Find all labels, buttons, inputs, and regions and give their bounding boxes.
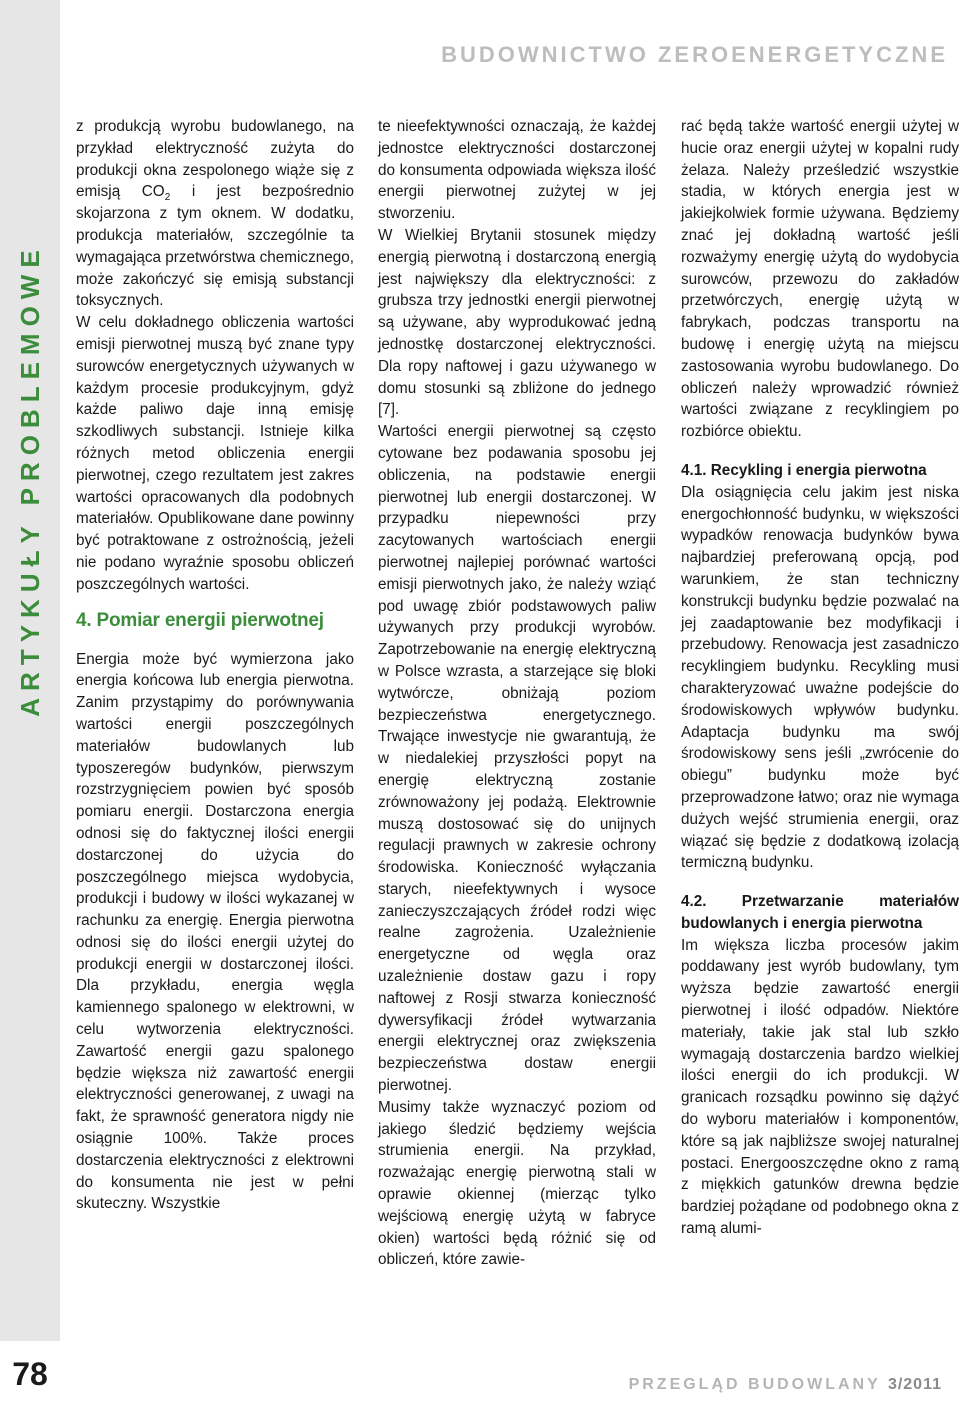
paragraph — [76, 116, 354, 312]
text-column-3 — [681, 116, 959, 1240]
subscript: 2 — [164, 192, 171, 204]
paragraph: te nieefektywności oznaczają, że każdej jednostce elektryczności dostarczonej do konsumenta odpowiada większa ilość energii pierwotnej zużytej w jej stworzeniu. — [378, 118, 656, 223]
paragraph: Im większa liczba procesów jakim poddawany jest wyrób budowlany, tym wyższa będzie zawartość energii pierwotnej i ilość odpadów. Niektóre materiały, takie jak stal lub szkło wymagają dostarczenia bardzo wielkiej ilości energii do ich produkcji. W granicach rozsądku powinno się dążyć do wyboru materiałów i komponentów, które są jak najbliższe swojej naturalnej postaci. Energooszczędne okno z ramą z miękkich gatunków drewna będzie bardziej pożądane od podobnego okna z ramą alumi- — [681, 936, 959, 1238]
running-header: BUDOWNICTWO ZEROENERGETYCZNE — [441, 42, 948, 67]
paragraph: rać będą także wartość energii użytej w hucie oraz energii użytej w kopalni rudy żelaza. Należy prześledzić wszystkie stadia, w których energia jest w jakiejkolwiek formie używana. Będziemy znać jej dokładną wartość jeśli rozważymy energię użytą do wydobycia surowców, przewozu do zakładów przetwórczych, energię użytą w fabrykach, podczas transportu na budowę i energię użytą na miejscu zastosowania wyrobu budowlanego. Do obliczeń należy wprowadzić również wartości związane z recyklingiem po rozbiórce obiektu. — [681, 118, 959, 441]
sidebar-band — [0, 0, 60, 1341]
subsection-heading: 4.1. Recykling i energia pierwotna — [681, 461, 927, 479]
text-column-2 — [378, 116, 656, 1271]
text-column-1 — [76, 116, 354, 1215]
paragraph: W Wielkiej Brytanii stosunek między energią pierwotną i dostarczoną energią jest największy dla elektryczności: z grubsza trzy jednostki energii pierwotnej są używane, aby wyprodukować jedną jednostkę dostarczonej elektryczności. Dla ropy naftowej i gazu używanego w domu stosunki są zbliżone do jednego [7]. — [378, 226, 656, 419]
section-heading: 4. Pomiar energii pierwotnej — [76, 609, 324, 631]
section-title: ARTYKUŁY PROBLEMOWE — [15, 243, 45, 717]
paragraph: Wartości energii pierwotnej są często cytowane bez podawania sposobu jej obliczenia, na podstawie energii pierwotnej lub energii dostarczonej. W przypadku niepewności przy zacytowanych wartościach energii pierwotnej najlepiej porównać wartości emisji pierwotnych jako, że należy wziąć pod uwagę zbiór podstawowych paliw używanych przy produkcji wyrobów. Zapotrzebowanie na energię elektryczną w Polsce wzrasta, a starzejące się bloki wytwórcze, obniżają poziom bezpieczeństwa energetycznego. Trwające inwestycje nie gwarantują, że w niedalekiej przyszłości popyt na energię elektryczną zostanie zrównoważony jej podażą. Elektrownie muszą dostosować się do unijnych regulacji prawnych w zakresie ochrony środowiska. Konieczność wyłączania starych, nieefektywnych i wysoce zanieczyszczających źródeł rodzi więc realne zagrożenia. Uzależnienie energetyczne od węgla oraz uzależnienie dostaw gazu i ropy naftowej z Rosji stwarza konieczność dywersyfikacji źródeł wytwarzania energii elektrycznej oraz zwiększenia bezpieczeństwa dostaw energii pierwotnej. — [378, 423, 656, 1095]
paragraph: Energia może być wymierzona jako energia końcowa lub energia pierwotna. Zanim przystąpimy do porównywania wartości energii poszczególnych materiałów budowlanych lub typoszeregów budynków, pierwszym rozstrzygnięciem powien być sposób pomiaru energii. Dostarczona energia odnosi się do faktycznej ilości energii dostarczonej do użycia do poszczególnego miejsca wydobycia, produkcji i budowy w ilości wykazanej w rachunku za energię. Energia pierwotna odnosi się do ilości energii użytej do produkcji energii w dostarczonej ilości. Dla przykładu, energia węgla kamiennego spalonego w elektrowni, w celu wytworzenia elektryczności. Zawartość energii gazu spalonego będzie większa niż zawartość energii elektryczności generowanej, z uwagi na fakt, że sprawność generatora nigdy nie osiągnie 100%. Także proces dostarczenia elektryczności z elektrowni do konsumenta nie jest w pełni skuteczny. Wszystkie — [76, 650, 354, 1213]
paragraph: Musimy także wyznaczyć poziom od jakiego śledzić będziemy wejścia strumienia energii. Na przykład, rozważając energię pierwotną stali w oprawie okiennej (mierząc tylko wejściową energię użytą w fabryce okien) wartości będą różnić się od obliczeń, które zawie- — [378, 1098, 656, 1269]
magazine-name: PRZEGLĄD BUDOWLANY — [628, 1376, 881, 1393]
subsection-heading: 4.2. Przetwarzanie materiałów budowlanych i energia pierwotna — [681, 893, 959, 932]
running-footer — [629, 1376, 942, 1394]
paragraph-text: i jest bezpośrednio skojarzona z tym oknem. W dodatku, produkcja materiałów, szczególnie ta wymagająca przetwórstwa chemicznego, może zakończyć się emisją substancji toksycznych. — [76, 183, 355, 310]
paragraph-text: z produkcją wyrobu budowlanego, na przykład elektryczność zużyta do produkcji okna zespolonego wiąże się z emisją CO — [76, 118, 354, 201]
issue-number: 3/2011 — [887, 1376, 942, 1393]
page-number: 78 — [12, 1356, 48, 1392]
paragraph: Dla osiągnięcia celu jakim jest niska energochłonność budynku, w większości wypadków renowacja budynków bywa najbardziej preferowaną opcją, pod warunkiem, że stan techniczny konstrukcji budynku będzie pozwalać na jej zaadaptowanie bez modyfikacji i przebudowy. Renowacja jest zasadniczo recyklingiem budynku. Recykling musi charakteryzować uważne podejście do środowiskowych wpływów budynku. Adaptacja budynku ma swój środowiskowy sens jeśli „zwrócenie do obiegu” budynku może być przeprowadzone łatwo; oraz nie wymaga dużych wejść strumienia energii, oraz wiązać się będzie z dodatkową izolacją termiczną budynku. — [681, 483, 959, 872]
paragraph: W celu dokładnego obliczenia wartości emisji pierwotnej muszą być znane typy surowców energetycznych używanych w każdym procesie produkcyjnym, gdyż każde paliwo daje inną emisję szkodliwych substancji. Istnieje kilka różnych metod obliczenia energii pierwotnej, czego rezultatem jest zakres wartości opracowanych dla podobnych materiałów. Opublikowane dane powinny być potraktowane z ostrożnością, jeżeli nie podano wyraźnie sposobu obliczeń poszczególnych wartości. — [76, 314, 354, 593]
